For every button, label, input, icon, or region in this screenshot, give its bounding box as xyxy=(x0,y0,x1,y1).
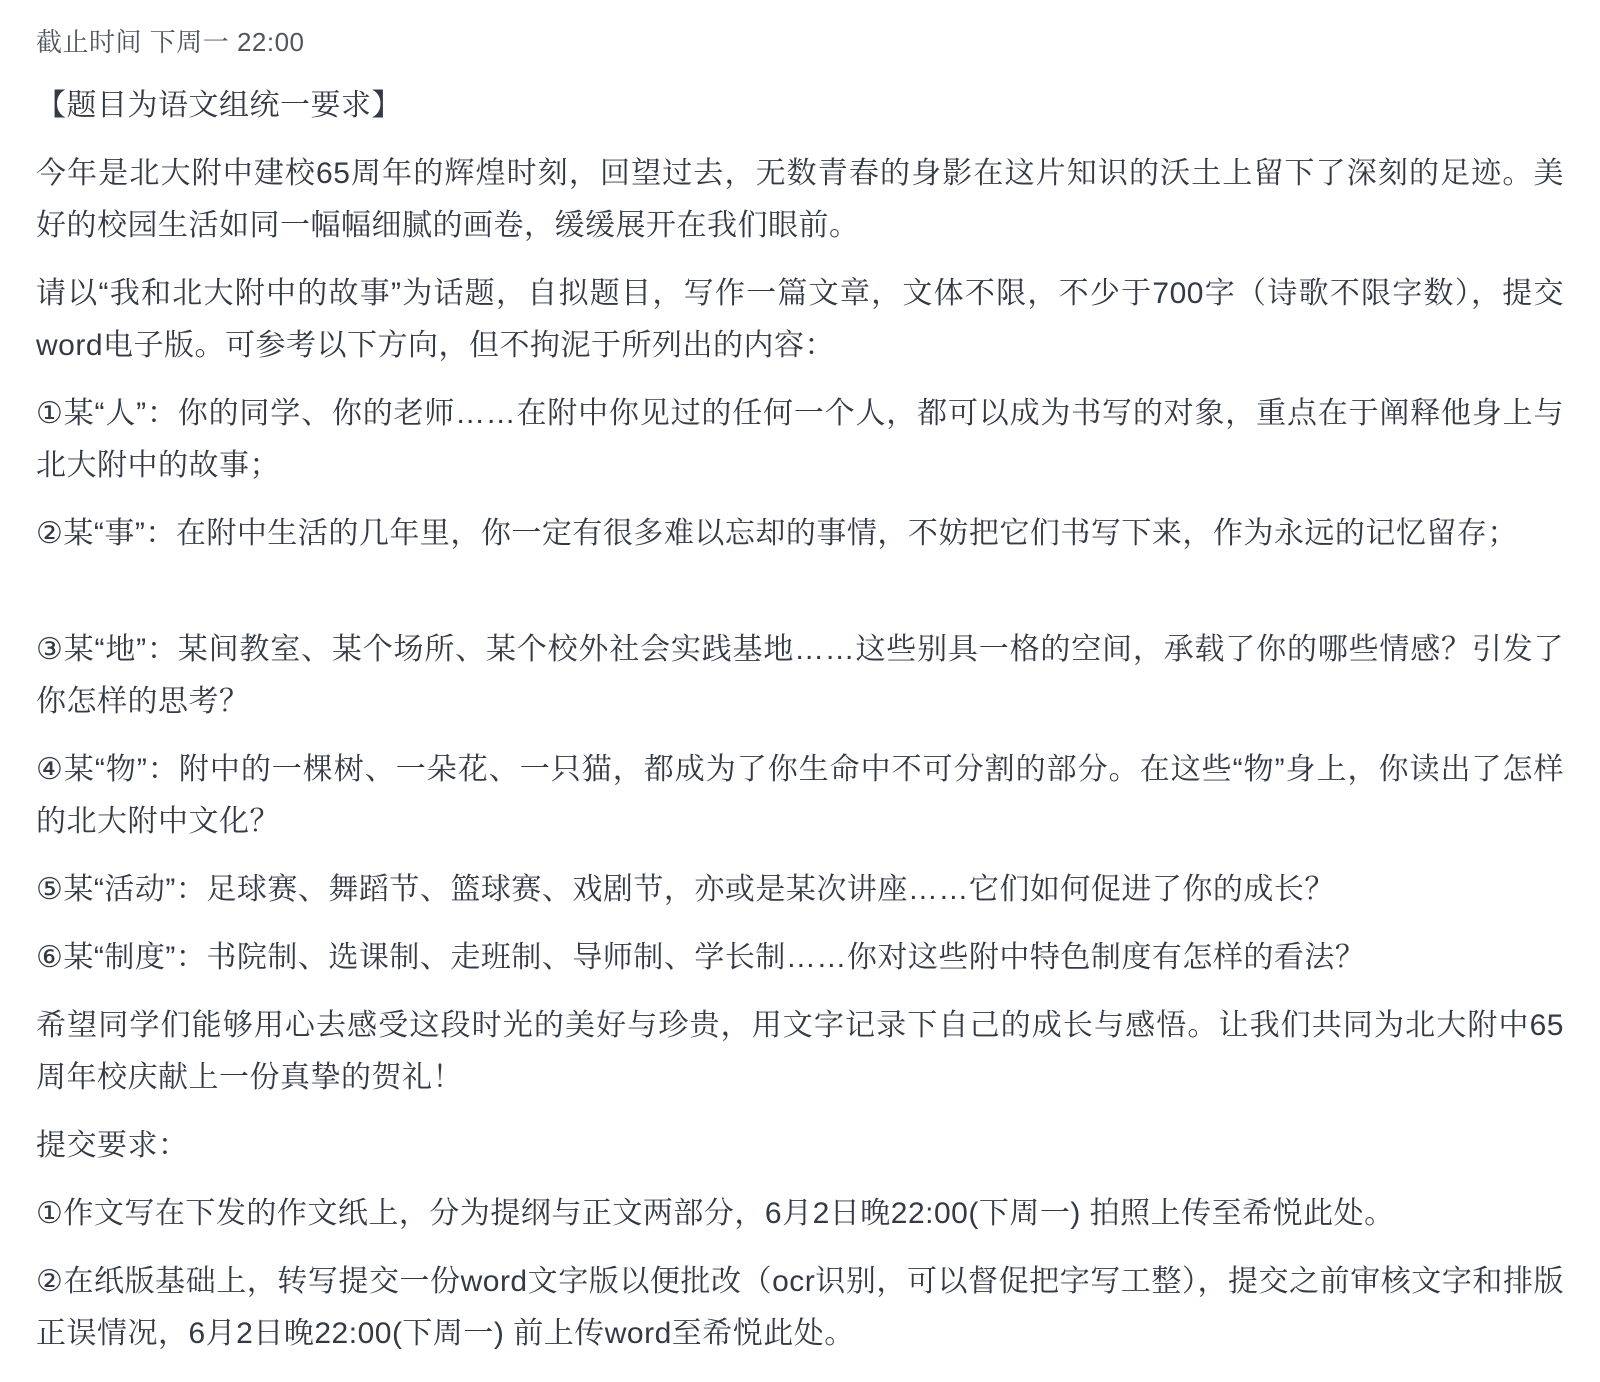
direction-item-person: ①某“人”：你的同学、你的老师……在附中你见过的任何一个人，都可以成为书写的对象，重点在于阐释他身上与北大附中的故事； xyxy=(36,397,1564,482)
direction-item-activity: ⑤某“活动”：足球赛、舞蹈节、篮球赛、戏剧节，亦或是某次讲座……它们如何促进了你的成长？ xyxy=(36,873,1335,906)
deadline-text: 截止时间 下周一 22:00 xyxy=(36,27,305,57)
task-paragraph: 请以“我和北大附中的故事”为话题，自拟题目，写作一篇文章，文体不限，不少于700字（诗歌不限字数），提交word电子版。可参考以下方向，但不拘泥于所列出的内容： xyxy=(36,277,1564,362)
direction-item-place: ③某“地”：某间教室、某个场所、某个校外社会实践基地……这些别具一格的空间，承载了你的哪些情感？引发了你怎样的思考？ xyxy=(36,633,1564,718)
direction-item-system: ⑥某“制度”：书院制、选课制、走班制、导师制、学长制……你对这些附中特色制度有怎样的看法？ xyxy=(36,941,1366,974)
intro-paragraph: 今年是北大附中建校65周年的辉煌时刻，回望过去，无数青春的身影在这片知识的沃土上留下了深刻的足迹。美好的校园生活如同一幅幅细腻的画卷，缓缓展开在我们眼前。 xyxy=(36,157,1564,242)
closing-paragraph: 希望同学们能够用心去感受这段时光的美好与珍贵，用文字记录下自己的成长与感悟。让我们共同为北大附中65周年校庆献上一份真挚的贺礼！ xyxy=(36,1009,1564,1094)
submission-item-word: ②在纸版基础上，转写提交一份word文字版以便批改（ocr识别，可以督促把字写工整），提交之前审核文字和排版正误情况，6月2日晚22:00(下周一) 前上传word至希悦此处。 xyxy=(36,1265,1564,1350)
submission-heading: 提交要求： xyxy=(36,1129,189,1162)
submission-item-paper: ①作文写在下发的作文纸上，分为提纲与正文两部分，6月2日晚22:00(下周一) 拍照上传至希悦此处。 xyxy=(36,1197,1395,1230)
direction-item-object: ④某“物”：附中的一棵树、一朵花、一只猫，都成为了你生命中不可分割的部分。在这些“物”身上，你读出了怎样的北大附中文化？ xyxy=(36,753,1564,838)
direction-item-event: ②某“事”：在附中生活的几年里，你一定有很多难以忘却的事情，不妨把它们书写下来，作为永远的记忆留存； xyxy=(36,517,1518,550)
assignment-title: 【题目为语文组统一要求】 xyxy=(36,89,402,122)
